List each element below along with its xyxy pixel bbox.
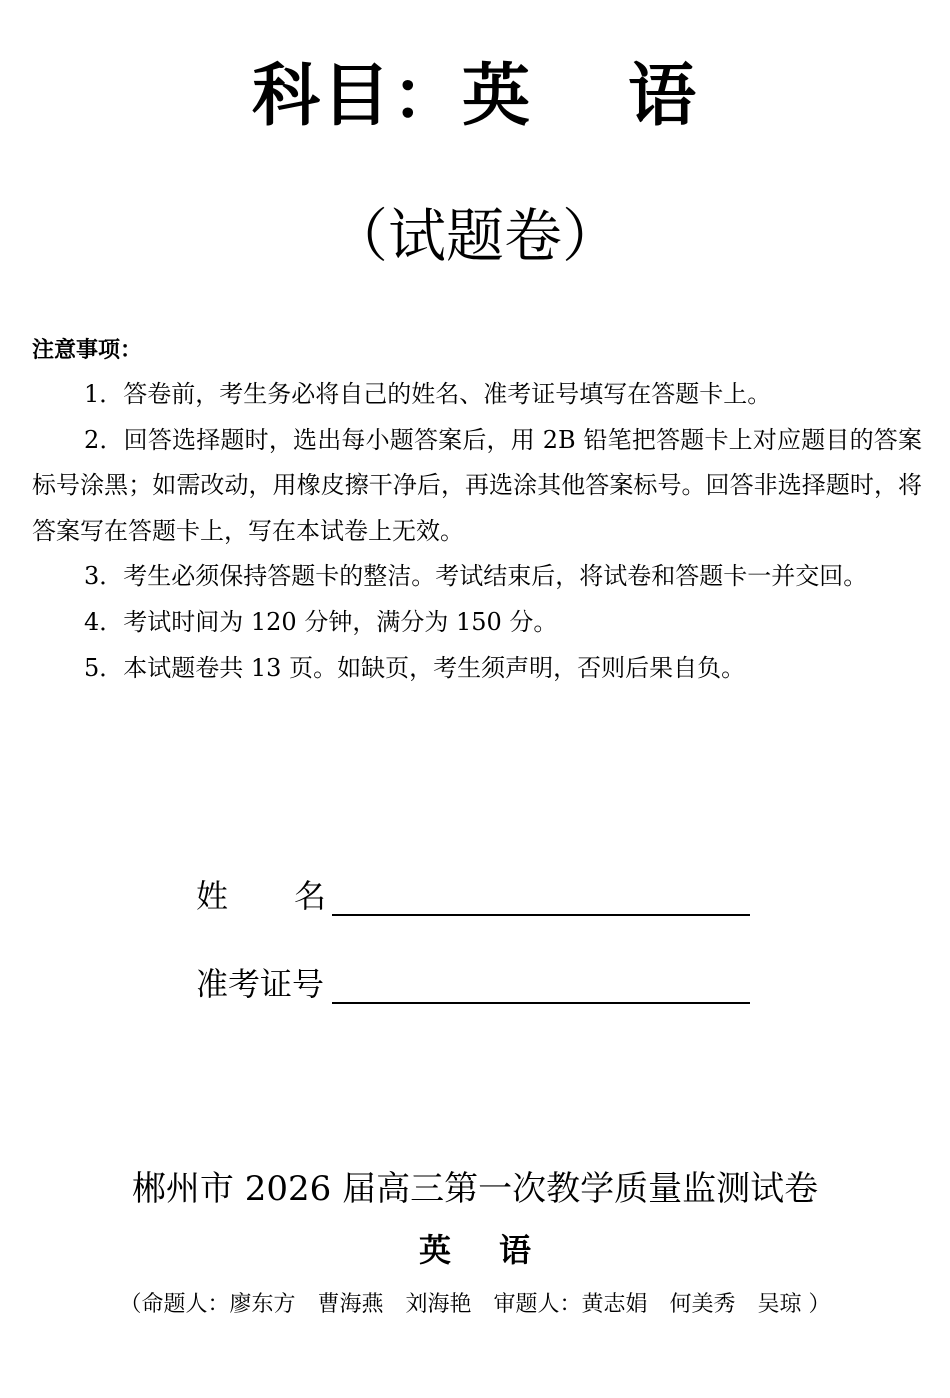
subject-title: [0, 52, 950, 142]
exam-number-field-label: 准考证号: [196, 965, 325, 1003]
notice-item-5: 5．本试题卷共 13 页。如缺页，考生须声明，否则后果自负。: [84, 653, 746, 682]
subject-title-prefix: 科目：英: [251, 57, 532, 136]
subject-title-suffix: 语: [628, 57, 699, 136]
exam-name: 郴州市 2026 届高三第一次教学质量监测试卷: [131, 1169, 819, 1209]
exam-credits: （命题人：廖东方 曹海燕 刘海艳 审题人：黄志娟 何美秀 吴琼 ）: [119, 1292, 831, 1317]
notice-item-2: 2．回答选择题时，选出每小题答案后，用 2B 铅笔把答题卡上对应题目的答案标号涂黑；如需改动，用橡皮擦干净后，再选涂其他答案标号。回答非选择题时，将答案写在答题卡上，写在本试卷上无效。: [32, 425, 922, 545]
exam-subject-char-2: 语: [499, 1231, 532, 1269]
paper-type-label: （试题卷）: [329, 202, 620, 270]
notice-item-1: 1．答卷前，考生务必将自己的姓名、准考证号填写在答题卡上。: [84, 380, 772, 408]
name-field-row: [196, 874, 750, 918]
notice-list: [32, 372, 922, 691]
exam-subject-char-1: 英: [418, 1231, 451, 1269]
exam-number-field-blank[interactable]: [332, 966, 750, 1004]
exam-number-field-row: [196, 962, 750, 1006]
notice-item-4: 4．考试时间为 120 分钟，满分为 150 分。: [84, 607, 558, 636]
name-field-label: 姓名: [196, 877, 393, 915]
exam-subject: [0, 1228, 950, 1272]
name-field-blank[interactable]: [332, 878, 750, 916]
notice-item-3: 3．考生必须保持答题卡的整洁。考试结束后，将试卷和答题卡一并交回。: [84, 562, 868, 591]
notice-heading: 注意事项：: [32, 338, 143, 363]
